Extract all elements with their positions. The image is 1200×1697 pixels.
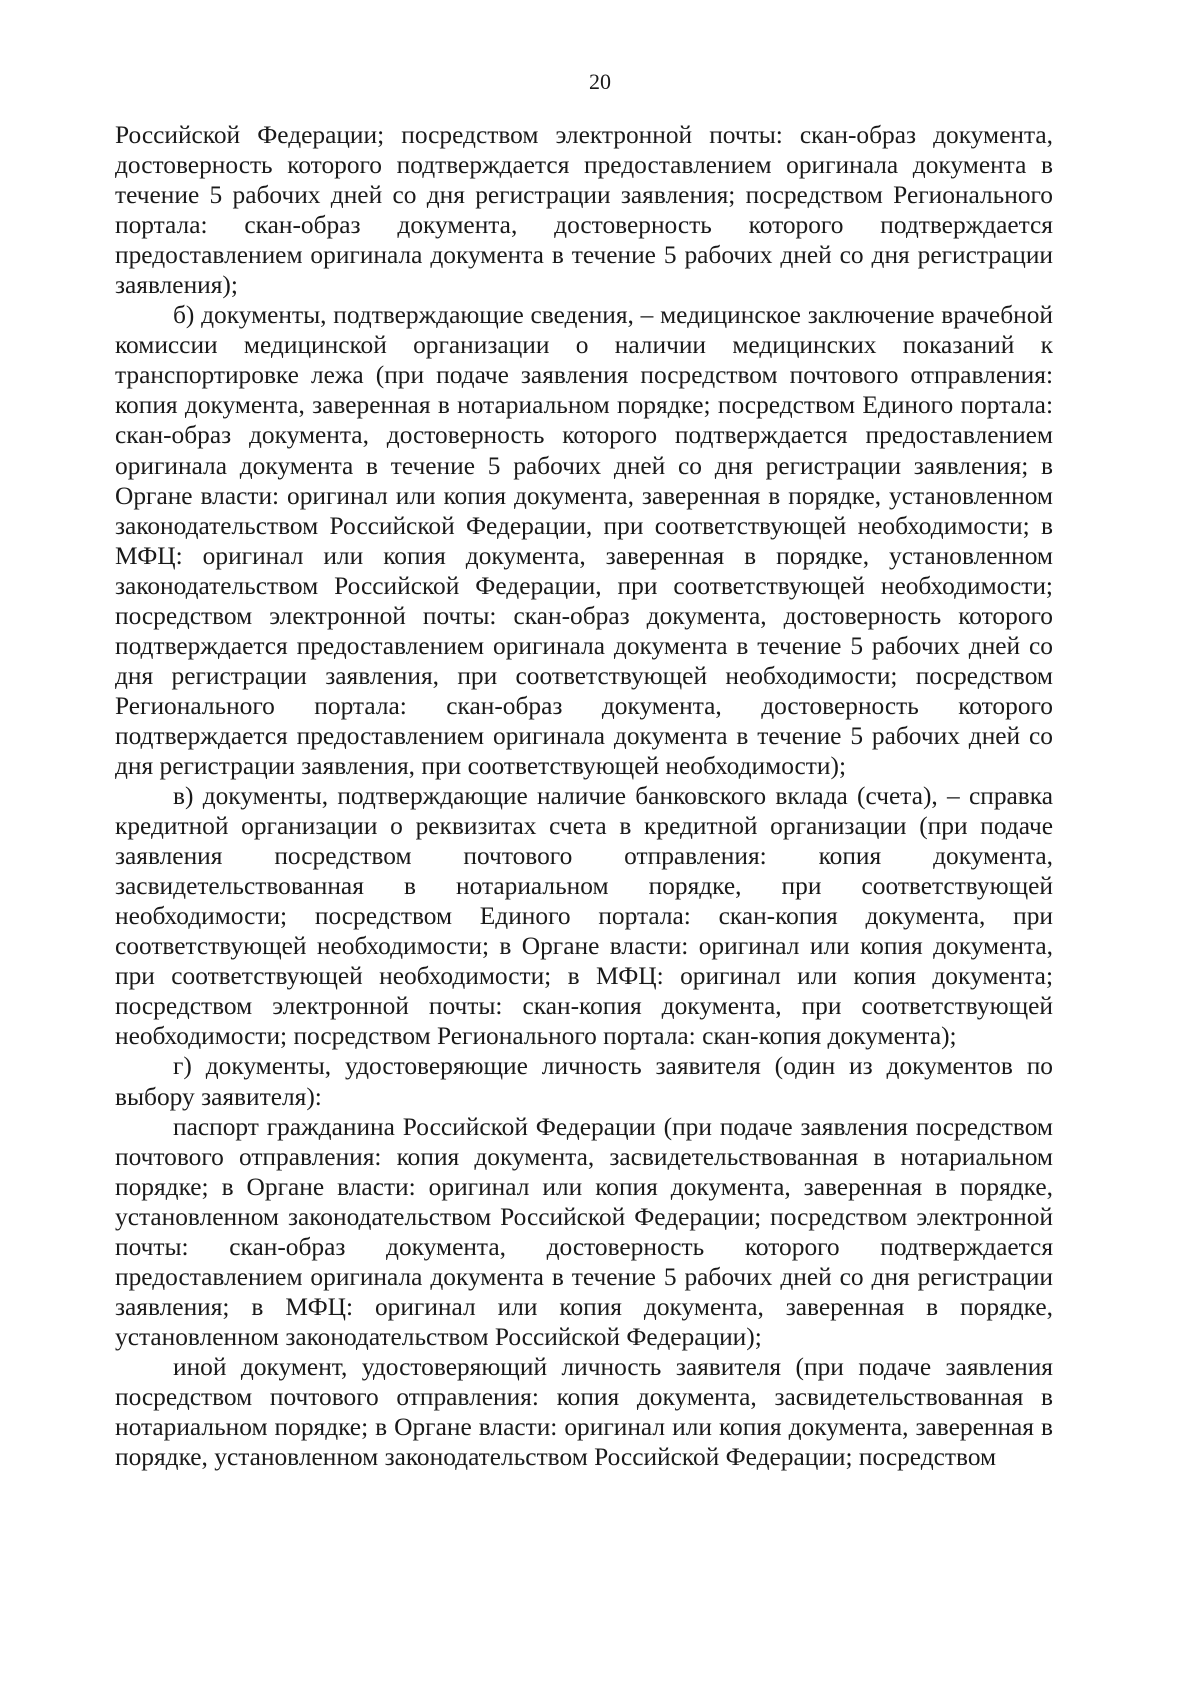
paragraph-item-g: г) документы, удостоверяющие личность заявителя (один из документов по выбору заявителя): xyxy=(115,1052,1053,1111)
paragraph-item-v: в) документы, подтверждающие наличие банковского вклада (счета), – справка кредитной организации о реквизитах счета в кредитной организации (при подаче заявления посредством почтового отправления: копия документа, засвидетельствованная в нотариальном порядке, при соответствующей необходимости; посредством Единого портала: скан-копия документа, при соответствующей необходимости; в Органе власти: оригинал или копия документа, при соответствующей необходимости; в МФЦ: оригинал или копия документа; посредством электронной почты: скан-копия документа, при соответствующей необходимости; посредством Регионального портала: скан-копия документа); xyxy=(115,782,1053,1051)
paragraph-continuation: Российской Федерации; посредством электронной почты: скан-образ документа, достоверность которого подтверждается предоставлением оригинала документа в течение 5 рабочих дней со дня регистрации заявления; посредством Регионального портала: скан-образ документа, достоверность которого подтверждается предоставлением оригинала документа в течение 5 рабочих дней со дня регистрации заявления); xyxy=(115,121,1053,300)
paragraph-item-b: б) документы, подтверждающие сведения, – медицинское заключение врачебной комиссии медицинской организации о наличии медицинских показаний к транспортировке лежа (при подаче заявления посредством почтового отправления: копия документа, заверенная в нотариальном порядке; посредством Единого портала: скан-образ документа, достоверность которого подтверждается предоставлением оригинала документа в течение 5 рабочих дней со дня регистрации заявления; в Органе власти: оригинал или копия документа, заверенная в порядке, установленном законодательством Российской Федерации, при соответствующей необходимости; в МФЦ: оригинал или копия документа, заверенная в порядке, установленном законодательством Российской Федерации, при соответствующей необходимости; посредством электронной почты: скан-образ документа, достоверность которого подтверждается предоставлением оригинала документа в течение 5 рабочих дней со дня регистрации заявления, при соответствующей необходимости; посредством Регионального портала: скан-образ документа, достоверность которого подтверждается предоставлением оригинала документа в течение 5 рабочих дней со дня регистрации заявления, при соответствующей необходимости); xyxy=(115,301,1053,780)
document-body xyxy=(115,120,1053,1472)
page-number: 20 xyxy=(589,69,611,94)
paragraph-other-document: иной документ, удостоверяющий личность заявителя (при подаче заявления посредством почтового отправления: копия документа, засвидетельствованная в нотариальном порядке; в Органе власти: оригинал или копия документа, заверенная в порядке, установленном законодательством Российской Федерации; посредством xyxy=(115,1352,1053,1472)
paragraph-passport: паспорт гражданина Российской Федерации (при подаче заявления посредством почтового отправления: копия документа, засвидетельствованная в нотариальном порядке; в Органе власти: оригинал или копия документа, заверенная в порядке, установленном законодательством Российской Федерации; посредством электронной почты: скан-образ документа, достоверность которого подтверждается предоставлением оригинала документа в течение 5 рабочих дней со дня регистрации заявления; в МФЦ: оригинал или копия документа, заверенная в порядке, установленном законодательством Российской Федерации); xyxy=(115,1112,1053,1351)
